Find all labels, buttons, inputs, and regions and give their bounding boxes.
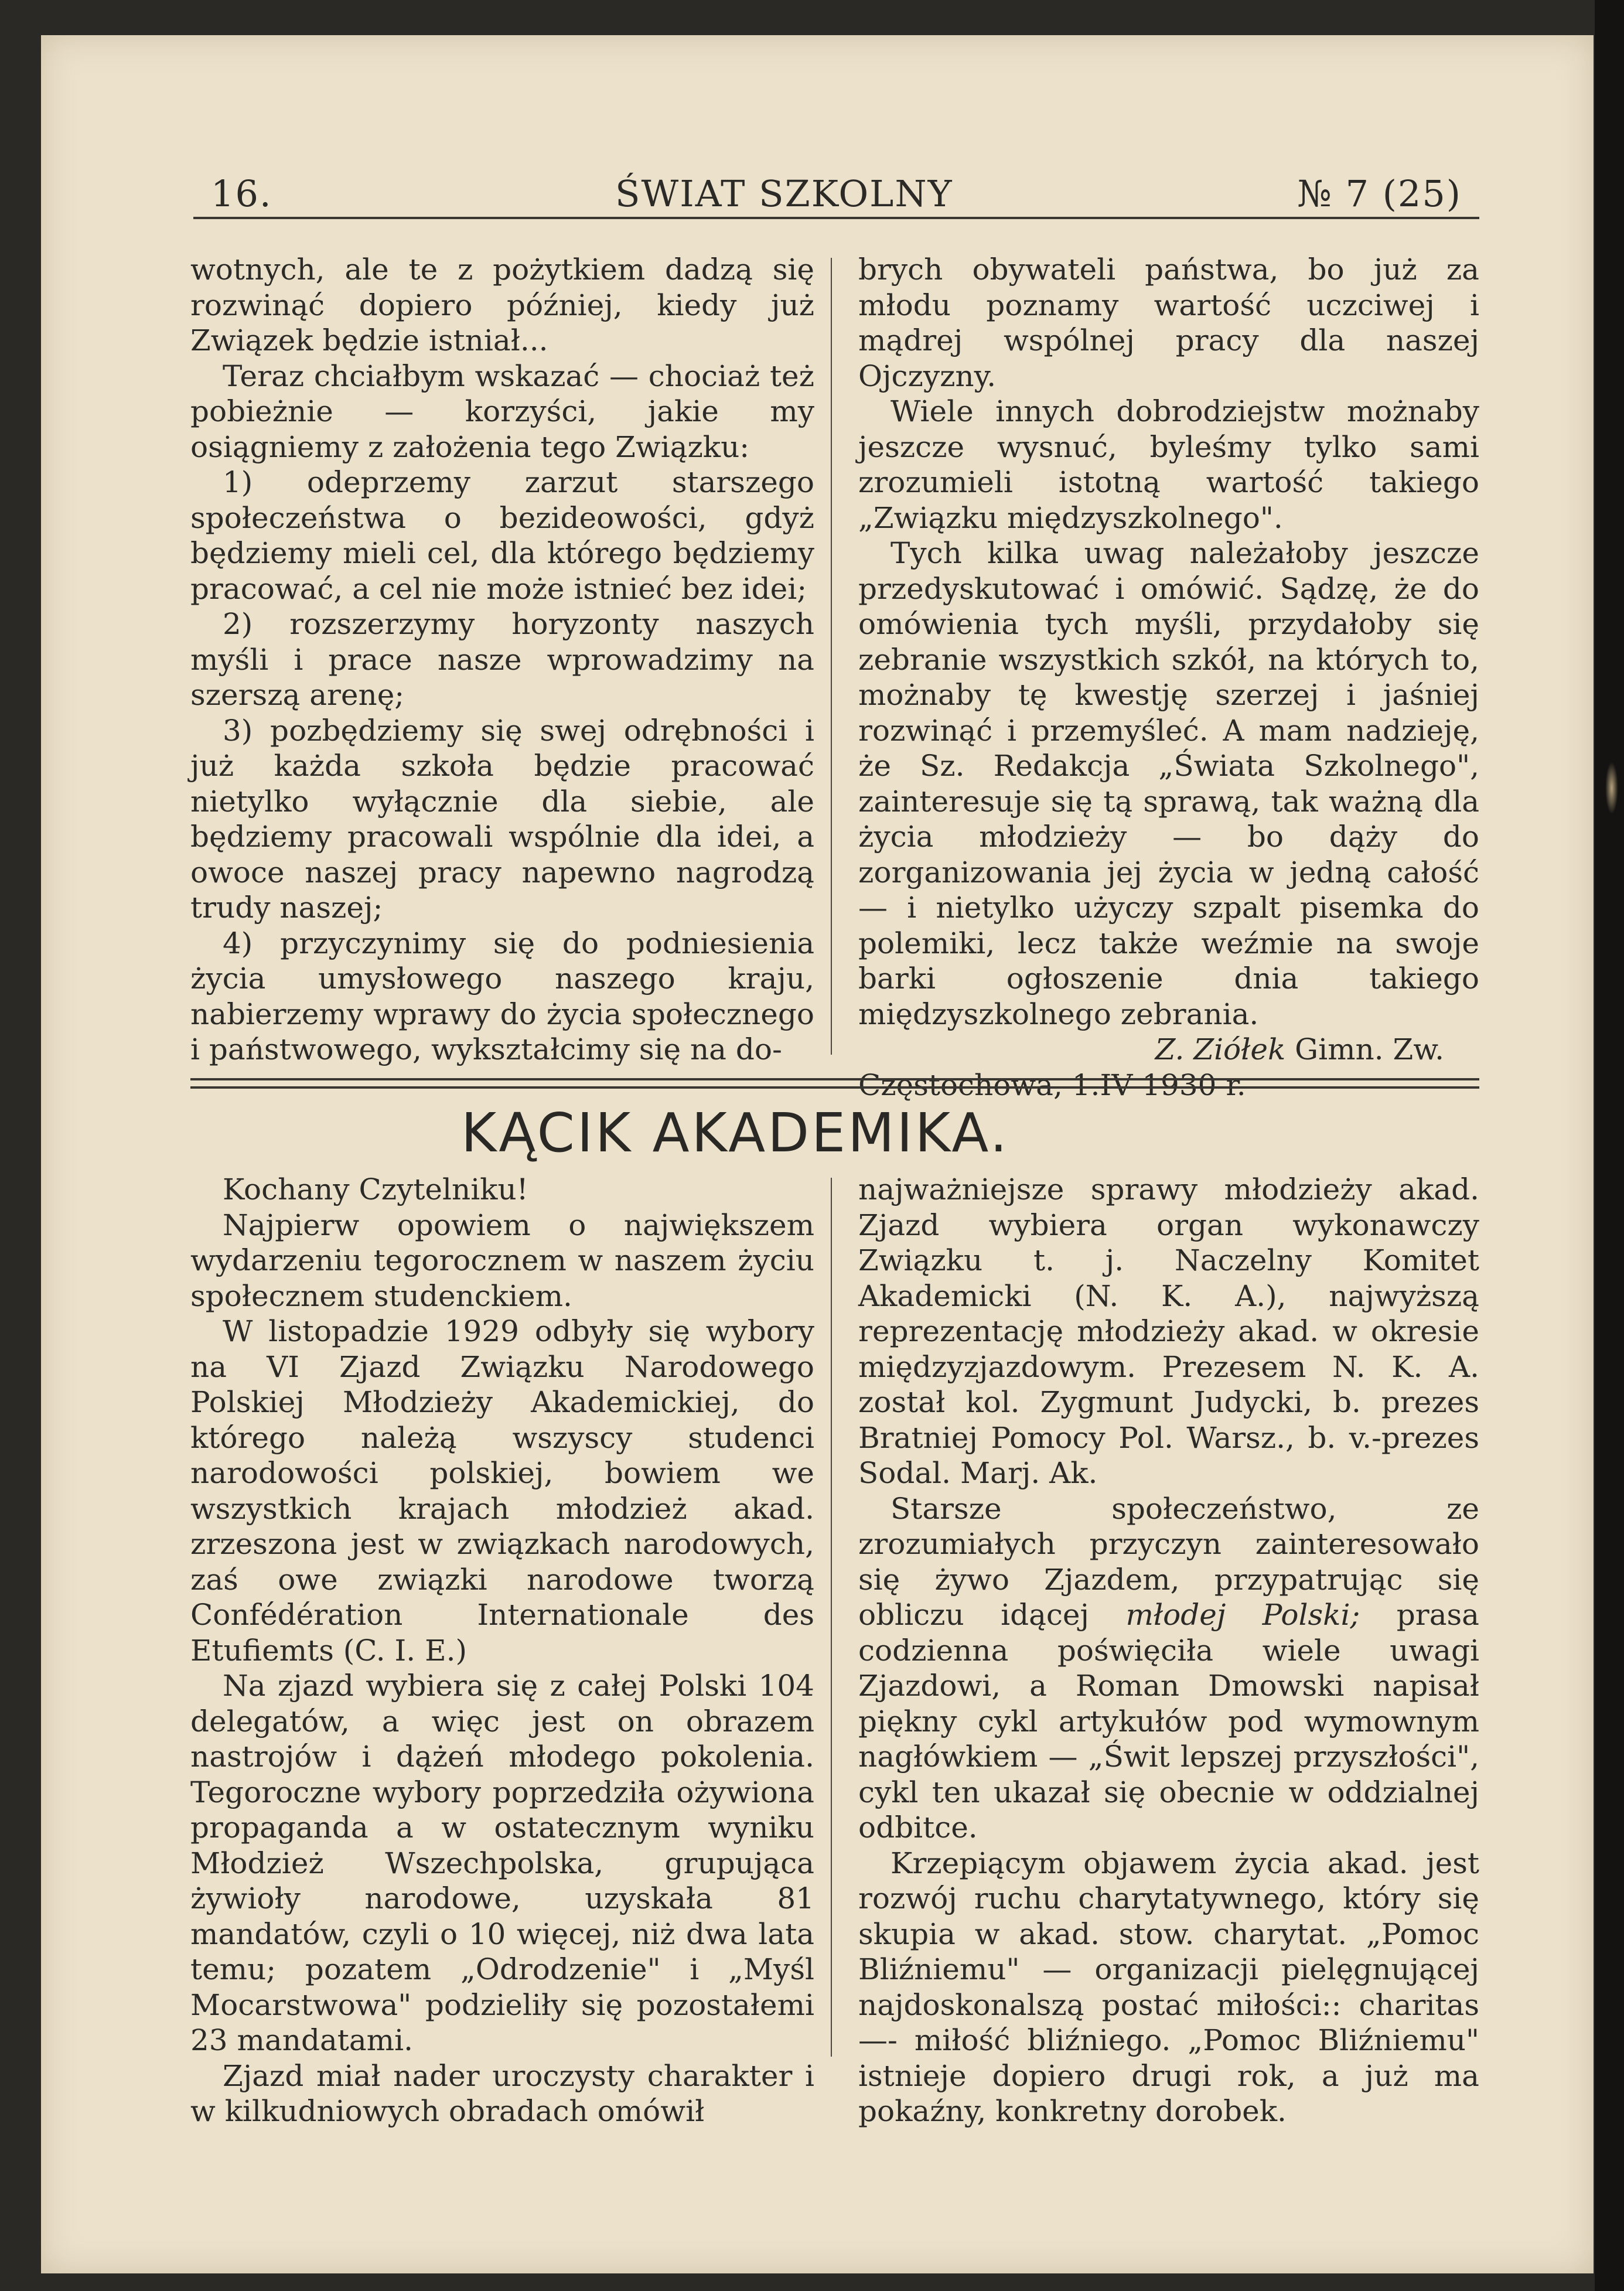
header-rule (193, 217, 1479, 219)
article2-right-column (858, 1172, 1479, 2129)
paragraph (858, 1491, 1479, 1846)
paragraph-text: Starsze społeczeństwo, ze zrozumiałych przyczyn zainteresowało się żywo Zjazdem, przypatrując się obliczu idącej (858, 1491, 1479, 1632)
column-rule (831, 1178, 832, 2057)
paragraph: Zjazd miał nader uroczysty charakter i w kilkudniowych obradach omówił (190, 2058, 814, 2128)
article1-right-column (858, 252, 1479, 1103)
section-heading (190, 1102, 1479, 1164)
journal-title: ŚWIAT SZKOLNY (615, 172, 953, 215)
section-rule-bottom (190, 1086, 1479, 1089)
signature (858, 1032, 1479, 1068)
issue-number: № 7 (25) (1297, 172, 1462, 215)
section-title: KĄCIK AKADEMIKA. (461, 1102, 1009, 1164)
paragraph: 3) pozbędziemy się swej odrębności i już każda szkoła będzie pracować nietylko wyłącznie dla siebie, ale będziemy pracowali wspólnie dla idei, a owoce naszej pracy napewno nagrodzą trudy naszej; (190, 713, 814, 925)
article2-left-column (190, 1172, 814, 2129)
paragraph: Na zjazd wybiera się z całej Polski 104 delegatów, a więc jest on obrazem nastrojów i dążeń młodego pokolenia. Tegoroczne wybory poprzedziła ożywiona propaganda a w ostatecznym wyniku Młodzież Wszechpolska, grupująca żywioły narodowe, uzyskała 81 mandatów, czyli o 10 więcej, niż dwa lata temu; pozatem „Odrodzenie" i „Myśl Mocarstwowa" podzieliły się pozostałemi 23 mandatami. (190, 1669, 814, 2057)
paragraph: Kochany Czytelniku! (223, 1172, 528, 1206)
paragraph: Krzepiącym objawem życia akad. jest rozwój ruchu charytatywnego, który się skupia w akad. stow. charytat. „Pomoc Bliźniemu" — organizacji pielęgnującej najdoskonalszą postać miłości:: charitas —- miłość bliźniego. „Pomoc Bliźniemu" istnieje dopiero drugi rok, a już ma pokaźny, konkretny dorobek. (858, 1846, 1479, 2128)
paragraph: W listopadzie 1929 odbyły się wybory na VI Zjazd Związku Narodowego Polskiej Młodzieży Akademickiej, do którego należą wszyscy studenci narodowości polskiej, bowiem we wszystkich krajach młodzież akad. zrzeszona jest w związkach narodowych, zaś owe związki narodowe tworzą Confédération Internationale des Etufiemts (C. I. E.) (190, 1314, 814, 1668)
paragraph-text: prasa codzienna poświęciła wiele uwagi Zjazdowi, a Roman Dmowski napisał piękny cykl artykułów pod wymownym nagłówkiem — „Świt lepszej przyszłości", cykl ten ukazał się obecnie w oddzialnej odbitce. (858, 1598, 1479, 1845)
place-date: Częstochowa, 1.IV 1930 r. (858, 1068, 1246, 1102)
scan-edge (1595, 0, 1624, 2291)
paragraph: 1) odeprzemy zarzut starszego społeczeństwa o bezideowości, gdyż będziemy mieli cel, dla którego będziemy pracować, a cel nie może istnieć bez idei; (190, 465, 814, 606)
paragraph: wotnych, ale te z pożytkiem dadzą się rozwinąć dopiero później, kiedy już Związek będzie istniał... (190, 253, 814, 357)
paragraph: Najpierw opowiem o największem wydarzeniu tegorocznem w naszem życiu społecznem studenckiem. (190, 1208, 814, 1313)
paper-stain (1605, 762, 1618, 814)
page-number: 16. (211, 172, 272, 215)
paragraph: brych obywateli państwa, bo już za młodu poznamy wartość uczciwej i mądrej wspólnej pracy dla naszej Ojczyzny. (858, 253, 1479, 393)
running-header (193, 167, 1479, 220)
column-rule (831, 258, 832, 1055)
author-name: Z. Ziółek (1155, 1032, 1286, 1066)
author-school: Gimn. Zw. (1285, 1032, 1444, 1066)
emphasis-text: młodej Polski; (1125, 1598, 1360, 1632)
paragraph: Wiele innych dobrodziejstw możnaby jeszcze wysnuć, byleśmy tylko sami zrozumieli istotną wartość takiego „Związku międzyszkolnego". (858, 394, 1479, 535)
paragraph: Teraz chciałbym wskazać — chociaż też pobieżnie — korzyści, jakie my osiągniemy z założenia tego Związku: (190, 359, 814, 464)
paragraph: 2) rozszerzymy horyzonty naszych myśli i prace nasze wprowadzimy na szerszą arenę; (190, 607, 814, 712)
article1-left-column (190, 252, 814, 1068)
paragraph: Tych kilka uwag należałoby jeszcze przedyskutować i omówić. Sądzę, że do omówienia tych myśli, przydałoby się zebranie wszystkich szkół, na których to, możnaby tę kwestję szerzej i jaśniej rozwinąć i przemyśleć. A mam nadzieję, że Sz. Redakcja „Świata Szkolnego", zainteresuje się tą sprawą, tak ważną dla życia młodzieży — bo dąży do zorganizowania jej życia w jedną całość — i nietylko użyczy szpalt pisemka do polemiki, lecz także weźmie na swoje barki ogłoszenie dnia takiego międzyszkolnego zebrania. (858, 536, 1479, 1031)
section-rule-top (190, 1078, 1479, 1080)
paragraph: najważniejsze sprawy młodzieży akad. Zjazd wybiera organ wykonawczy Związku t. j. Naczelny Komitet Akademicki (N. K. A.), najwyższą reprezentację młodzieży akad. w okresie międzyzjazdowym. Prezesem N. K. A. został kol. Zygmunt Judycki, b. prezes Bratniej Pomocy Pol. Warsz., b. v.-prezes Sodal. Marj. Ak. (858, 1172, 1479, 1490)
paragraph: 4) przyczynimy się do podniesienia życia umysłowego naszego kraju, nabierzemy wprawy do życia społecznego i państwowego, wykształcimy się na do- (190, 926, 814, 1066)
